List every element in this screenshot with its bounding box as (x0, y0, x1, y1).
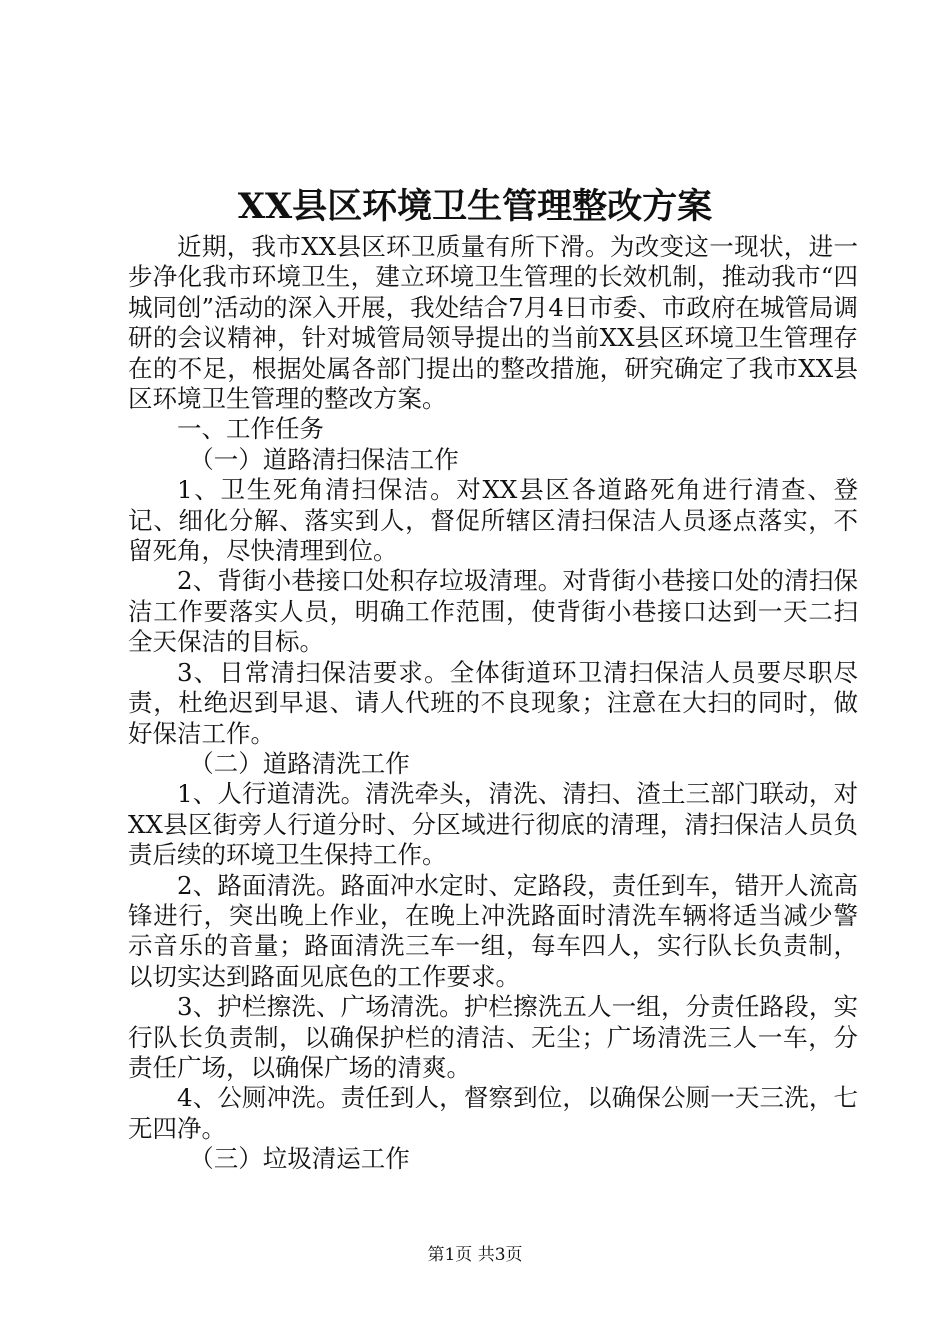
paragraph-item: 3、护栏擦洗、广场清洗。护栏擦洗五人一组，分责任路段，实行队长负责制，以确保护栏的清洁、无尘；广场清洗三人一车，分责任广场，以确保广场的清爽。 (128, 992, 858, 1082)
paragraph-item: 4、公厕冲洗。责任到人，督察到位，以确保公厕一天三洗，七无四净。 (128, 1083, 858, 1143)
paragraph-item: 3、日常清扫保洁要求。全体街道环卫清扫保洁人员要尽职尽责，杜绝迟到早退、请人代班的不良现象；注意在大扫的同时，做好保洁工作。 (128, 657, 858, 748)
heading-work-tasks: 一、工作任务 (177, 414, 324, 444)
paragraph-item: 2、背街小巷接口处积存垃圾清理。对背街小巷接口处的清扫保洁工作要落实人员，明确工作范围，使背街小巷接口达到一天二扫全天保洁的目标。 (128, 566, 858, 657)
paragraph-item: 1、人行道清洗。清洗牵头，清洗、清扫、渣土三部门联动，对XX县区街旁人行道分时、分区域进行彻底的清理，清扫保洁人员负责后续的环境卫生保持工作。 (128, 779, 858, 870)
subheading-road-cleaning: （一）道路清扫保洁工作 (189, 444, 459, 474)
subheading-garbage-removal: （三）垃圾清运工作 (189, 1144, 410, 1174)
paragraph-item: 2、路面清洗。路面冲水定时、定路段，责任到车，错开人流高锋进行，突出晚上作业，在晚上冲洗路面时清洗车辆将适当减少警示音乐的音量；路面清洗三车一组，每车四人，实行队长负责制，以切实达到路面见底色的工作要求。 (128, 870, 858, 991)
document-title: XX县区环境卫生管理整改方案 (237, 186, 713, 227)
paragraph-intro: 近期，我市XX县区环卫质量有所下滑。为改变这一现状，进一步净化我市环境卫生，建立环境卫生管理的长效机制，推动我市“四城同创”活动的深入开展，我处结合7月4日市委、市政府在城管局调研的会议精神，针对城管局领导提出的当前XX县区环境卫生管理存在的不足，根据处属各部门提出的整改措施，研究确定了我市XX县区环境卫生管理的整改方案。 (128, 232, 858, 414)
page-footer: 第1页 共3页 (427, 1245, 523, 1265)
paragraph-item: 1、卫生死角清扫保洁。对XX县区各道路死角进行清查、登记、细化分解、落实到人，督促所辖区清扫保洁人员逐点落实，不留死角，尽快清理到位。 (128, 475, 858, 566)
subheading-road-washing: （二）道路清洗工作 (189, 748, 410, 778)
document-body (128, 232, 858, 1175)
